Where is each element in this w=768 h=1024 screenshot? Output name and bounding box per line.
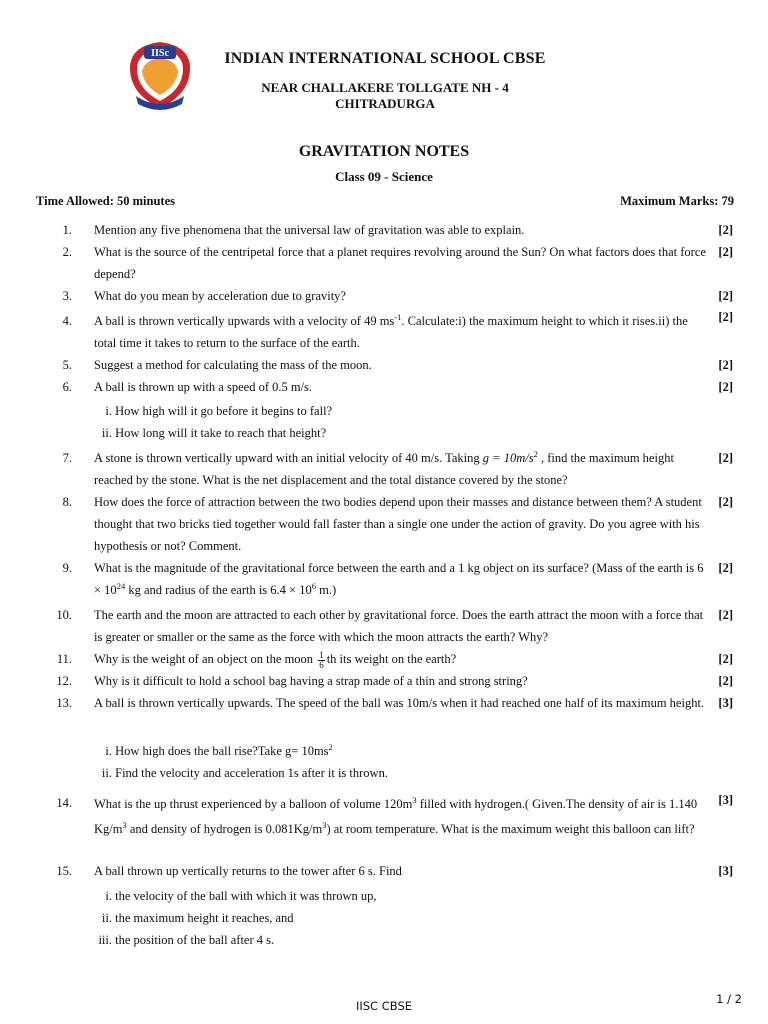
superscript: 2 <box>533 449 538 459</box>
question-number: 10. <box>56 608 72 622</box>
school-address: NEAR CHALLAKERE TOLLGATE NH - 4 CHITRADURGA <box>261 80 509 111</box>
question-number: 6. <box>62 380 72 394</box>
document-title: GRAVITATION NOTES <box>298 143 470 160</box>
question-marks: [2] <box>718 451 733 465</box>
text-part: . Calculate:i) the maximum height to which it rises.ii) the total time it takes to return to the surface of the earth. <box>94 314 688 350</box>
superscript: 2 <box>328 742 333 752</box>
question-text: A ball is thrown up with a speed of 0.5 m/s. <box>94 380 313 394</box>
question-marks: [2] <box>718 310 733 324</box>
text-part: What is the magnitude of the gravitational force between the earth and a 1 kg object on its surface? (Mass of the earth is 6 × 10 <box>94 561 704 597</box>
question-text <box>94 557 706 601</box>
superscript: 3 <box>122 820 127 830</box>
maximum-marks: Maximum Marks: 79 <box>620 194 734 208</box>
question-number: 13. <box>56 696 72 710</box>
sub-question-text: the position of the ball after 4 s. <box>115 933 275 947</box>
question-text: Mention any five phenomena that the universal law of gravitation was able to explain. <box>94 223 525 237</box>
text-part: kg and radius of the earth is 6.4 × 10 <box>125 583 312 597</box>
sub-question-text: the maximum height it reaches, and <box>115 911 294 925</box>
question-number: 4. <box>62 314 72 328</box>
text-part: , find the maximum height reached by the stone. What is the net displacement and the total distance covered by the stone? <box>94 451 674 487</box>
question-text: How does the force of attraction between the two bodies depend upon their masses and distance between them? A student thought that two bricks tied together would fall faster than a single one under the action of gravity. Do you agree with his hypothesis or not? Comment. <box>94 495 702 553</box>
question-marks: [3] <box>718 864 733 878</box>
text-part: m.) <box>315 583 337 597</box>
sub-question-numeral: i. <box>105 744 112 758</box>
fraction-denominator: 6 <box>319 660 324 670</box>
page-number: 1 / 2 <box>716 992 742 1006</box>
text-part: ) at room temperature. What is the maximum weight this balloon can lift? <box>326 822 695 836</box>
question-marks: [2] <box>718 223 733 237</box>
question-text: A ball is thrown vertically upwards. The speed of the ball was 10m/s when it had reached one half of its maximum height. <box>94 696 705 710</box>
question-text: A ball thrown up vertically returns to the tower after 6 s. Find <box>94 864 402 878</box>
footer-school: IISC CBSE <box>355 999 413 1013</box>
superscript: 24 <box>116 581 126 591</box>
question-number: 7. <box>62 451 72 465</box>
sub-question-numeral: ii. <box>101 766 112 780</box>
sub-question-text: How high will it go before it begins to fall? <box>115 404 333 418</box>
question-number: 5. <box>62 358 72 372</box>
question-marks: [2] <box>718 380 733 394</box>
math-expression: g = 10m/s <box>482 451 534 465</box>
sub-question <box>92 740 333 762</box>
superscript: -1 <box>394 312 402 322</box>
logo-text: IISc <box>151 48 169 59</box>
sub-question-text: Find the velocity and acceleration 1s after it is thrown. <box>115 766 388 780</box>
question-text <box>94 447 706 491</box>
sub-question <box>92 907 294 929</box>
sub-question-text: the velocity of the ball with which it was thrown up, <box>115 889 377 903</box>
sub-question-numeral: ii. <box>101 911 112 925</box>
school-name: INDIAN INTERNATIONAL SCHOOL CBSE <box>224 50 546 67</box>
question-text: What do you mean by acceleration due to gravity? <box>94 289 346 303</box>
question-text <box>94 792 706 842</box>
time-allowed: Time Allowed: 50 minutes <box>36 194 176 208</box>
text-part: What is the up thrust experienced by a balloon of volume 120m <box>94 797 413 811</box>
sub-question <box>92 422 326 444</box>
fraction-numerator: 1 <box>319 650 324 660</box>
sub-question <box>92 762 388 784</box>
text-part: and density of hydrogen is 0.081Kg/m <box>126 822 323 836</box>
question-text: What is the source of the centripetal force that a planet requires revolving around the Sun? On what factors does that force depend? <box>94 245 706 281</box>
sub-question-numeral: i. <box>105 889 112 903</box>
sub-question <box>92 929 274 951</box>
document-class: Class 09 - Science <box>335 169 433 184</box>
question-marks: [2] <box>718 561 733 575</box>
question-marks: [2] <box>718 674 733 688</box>
question-number: 9. <box>62 561 72 575</box>
text-part: filled with hydrogen.( Given.The density of air is 1.140 Kg/m <box>94 797 698 836</box>
question-marks: [2] <box>718 289 733 303</box>
question-number: 15. <box>56 864 72 878</box>
text-part: th its weight on the earth? <box>326 652 457 666</box>
question-text <box>94 648 706 670</box>
sub-question <box>92 885 377 907</box>
question-number: 3. <box>62 289 72 303</box>
question-number: 8. <box>62 495 72 509</box>
question-number: 14. <box>56 796 72 810</box>
fraction <box>318 651 325 670</box>
text-part: A stone is thrown vertically upward with an initial velocity of 40 m/s. Taking <box>94 451 483 465</box>
school-logo <box>120 38 200 112</box>
sub-question-numeral: ii. <box>101 426 112 440</box>
question-number: 2. <box>62 245 72 259</box>
question-text <box>94 310 706 354</box>
sub-question <box>92 400 332 422</box>
sub-question-text: How long will it take to reach that height? <box>115 426 327 440</box>
sub-question-numeral: iii. <box>98 933 112 947</box>
question-marks: [2] <box>718 652 733 666</box>
question-number: 11. <box>56 652 72 666</box>
sub-question-numeral: i. <box>105 404 112 418</box>
question-marks: [3] <box>718 793 733 807</box>
question-marks: [2] <box>718 358 733 372</box>
superscript: 6 <box>311 581 316 591</box>
question-number: 1. <box>62 223 72 237</box>
question-marks: [3] <box>718 696 733 710</box>
question-text: The earth and the moon are attracted to each other by gravitational force. Does the earth attract the moon with a force that is greater or smaller or the same as the force with which the moon attracts the earth? Why? <box>94 608 704 644</box>
sub-question-text: How high does the ball rise?Take g= 10ms <box>115 744 329 758</box>
text-part: A ball is thrown vertically upwards with a velocity of 49 ms <box>94 314 395 328</box>
question-marks: [2] <box>718 495 733 509</box>
question-marks: [2] <box>718 608 733 622</box>
superscript: 3 <box>322 820 327 830</box>
question-number: 12. <box>56 674 72 688</box>
question-text: Suggest a method for calculating the mass of the moon. <box>94 358 372 372</box>
question-marks: [2] <box>718 245 733 259</box>
question-text: Why is it difficult to hold a school bag having a strap made of a thin and strong string? <box>94 674 528 688</box>
superscript: 3 <box>412 795 417 805</box>
text-part: Why is the weight of an object on the moon <box>94 652 317 666</box>
